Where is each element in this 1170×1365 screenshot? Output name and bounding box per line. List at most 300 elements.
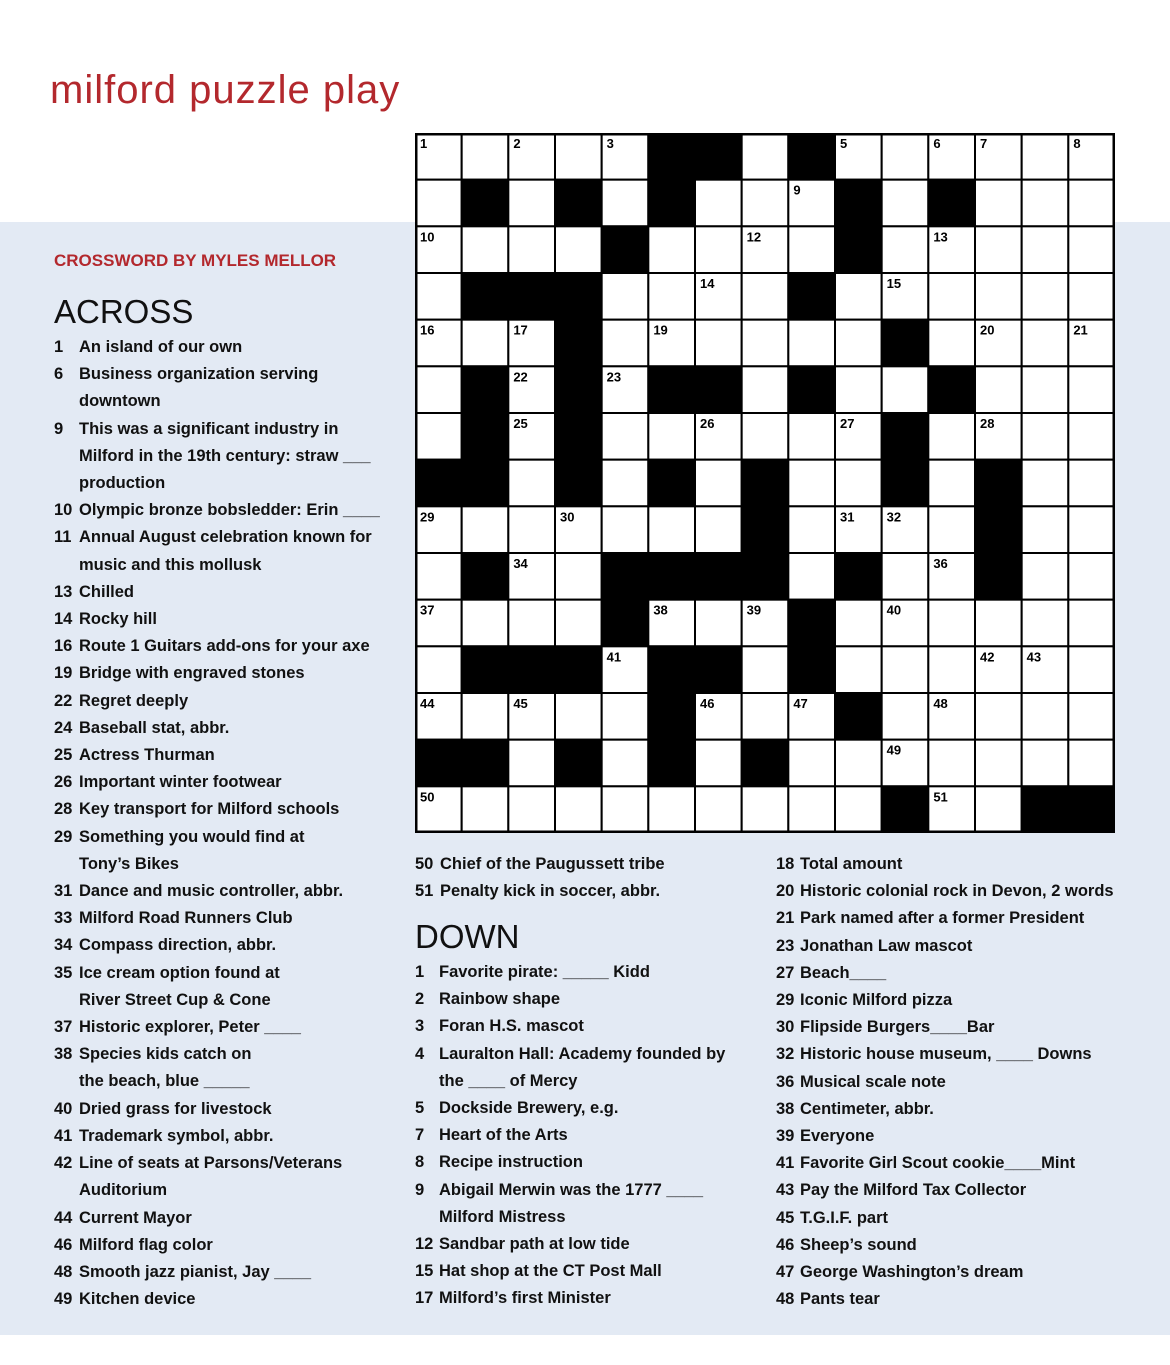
- grid-cell[interactable]: [975, 180, 1022, 227]
- grid-cell[interactable]: [975, 786, 1022, 833]
- down-clue-18: [776, 851, 1116, 878]
- clue-number: 24: [54, 718, 73, 737]
- grid-cell[interactable]: [788, 553, 835, 600]
- grid-cell[interactable]: [602, 320, 649, 367]
- grid-cell[interactable]: [1068, 553, 1115, 600]
- grid-cell[interactable]: [415, 366, 462, 413]
- black-square: [742, 506, 789, 553]
- black-square: [928, 180, 975, 227]
- down-clue-2: [415, 986, 755, 1013]
- grid-cell[interactable]: [835, 646, 882, 693]
- grid-cell[interactable]: [1022, 413, 1069, 460]
- grid-cell[interactable]: [555, 693, 602, 740]
- clue-number: 20: [776, 882, 795, 901]
- across-clue-42: [54, 1150, 384, 1204]
- across-clue-40: [54, 1096, 384, 1123]
- grid-cell[interactable]: [742, 366, 789, 413]
- grid-cell[interactable]: [882, 180, 929, 227]
- grid-cell[interactable]: [508, 226, 555, 273]
- grid-cell[interactable]: [695, 740, 742, 787]
- across-clue-51: [415, 878, 755, 905]
- grid-cell[interactable]: [928, 413, 975, 460]
- grid-cell[interactable]: [462, 693, 509, 740]
- across-clue-49: [54, 1286, 384, 1313]
- grid-cell[interactable]: [975, 600, 1022, 647]
- grid-cell[interactable]: [835, 273, 882, 320]
- down-clue-48: [776, 1286, 1116, 1313]
- clue-text: Annual August celebration known for music and this mollusk: [79, 528, 372, 574]
- grid-cell[interactable]: [835, 320, 882, 367]
- across-clue-11: [54, 524, 384, 578]
- grid-cell[interactable]: [1022, 133, 1069, 180]
- grid-cell[interactable]: [415, 413, 462, 460]
- clue-text: Park named after a former President: [800, 909, 1085, 928]
- down-clue-17: [415, 1285, 755, 1312]
- across-clues-column-1: [54, 334, 384, 1313]
- clue-text: T.G.I.F. part: [800, 1208, 889, 1227]
- clue-text: Lauralton Hall: Academy founded by the ____ of Mercy: [439, 1044, 726, 1090]
- grid-cell[interactable]: [882, 366, 929, 413]
- cell-number: 24: [700, 369, 715, 385]
- across-clues-column-2: [415, 851, 755, 905]
- across-clue-41: [54, 1123, 384, 1150]
- grid-cell[interactable]: [788, 506, 835, 553]
- black-square: [462, 413, 509, 460]
- clue-text: Pay the Milford Tax Collector: [800, 1181, 1027, 1200]
- black-square: [695, 553, 742, 600]
- grid-cell[interactable]: [1022, 320, 1069, 367]
- grid-cell[interactable]: [695, 226, 742, 273]
- clue-text: Dried grass for livestock: [79, 1099, 272, 1118]
- grid-cell[interactable]: [555, 553, 602, 600]
- clue-text: Bridge with engraved stones: [79, 664, 305, 683]
- grid-cell[interactable]: [555, 786, 602, 833]
- grid-cell[interactable]: [975, 226, 1022, 273]
- grid-cell[interactable]: [695, 506, 742, 553]
- grid-cell[interactable]: [508, 786, 555, 833]
- grid-cell[interactable]: [602, 273, 649, 320]
- grid-cell[interactable]: [1068, 413, 1115, 460]
- grid-cell[interactable]: [928, 320, 975, 367]
- grid-cell[interactable]: [1022, 600, 1069, 647]
- grid-cell[interactable]: [1022, 366, 1069, 413]
- clue-number: 40: [54, 1099, 73, 1118]
- grid-cell[interactable]: [508, 740, 555, 787]
- down-clue-46: [776, 1232, 1116, 1259]
- down-clue-45: [776, 1205, 1116, 1232]
- across-clue-26: [54, 769, 384, 796]
- cell-number: 50: [420, 789, 435, 805]
- clue-number: 34: [54, 936, 73, 955]
- grid-cell[interactable]: [835, 366, 882, 413]
- clue-number: 9: [415, 1180, 425, 1199]
- grid-cell[interactable]: [1022, 273, 1069, 320]
- grid-cell[interactable]: [742, 320, 789, 367]
- black-square: [1022, 786, 1069, 833]
- down-heading: DOWN: [415, 918, 520, 955]
- cell-number: 40: [886, 602, 902, 618]
- clue-number: 4: [415, 1044, 425, 1063]
- grid-cell[interactable]: [788, 226, 835, 273]
- black-square: [555, 180, 602, 227]
- cell-number: 1: [420, 136, 428, 151]
- clue-text: Dance and music controller, abbr.: [79, 882, 344, 901]
- black-square: [788, 646, 835, 693]
- clue-text: Beach____: [800, 963, 887, 982]
- grid-cell[interactable]: [555, 226, 602, 273]
- grid-cell[interactable]: [835, 600, 882, 647]
- clue-number: 8: [415, 1153, 425, 1172]
- down-clue-38: [776, 1096, 1116, 1123]
- grid-cell[interactable]: [1068, 460, 1115, 507]
- black-square: [415, 460, 462, 507]
- clue-number: 13: [54, 582, 73, 601]
- grid-cell[interactable]: [928, 273, 975, 320]
- across-clue-50: [415, 851, 755, 878]
- down-clue-29: [776, 987, 1116, 1014]
- grid-cell[interactable]: [1068, 693, 1115, 740]
- cell-number: 44: [420, 696, 435, 711]
- clue-text: Favorite Girl Scout cookie____Mint: [800, 1154, 1076, 1173]
- cell-number: 28: [980, 416, 995, 431]
- across-clue-28: [54, 796, 384, 823]
- clue-number: 35: [54, 963, 73, 982]
- black-square: [975, 460, 1022, 507]
- grid-cell[interactable]: [742, 133, 789, 180]
- clue-text: Historic house museum, ____ Downs: [800, 1045, 1092, 1064]
- cell-number: 42: [980, 649, 995, 665]
- grid-cell[interactable]: [742, 786, 789, 833]
- clue-text: Species kids catch on the beach, blue _____: [79, 1045, 252, 1091]
- black-square: [648, 366, 695, 413]
- grid-cell[interactable]: [928, 740, 975, 787]
- grid-cell[interactable]: [882, 646, 929, 693]
- grid-cell[interactable]: [1068, 506, 1115, 553]
- black-square: [462, 646, 509, 693]
- clue-text: Flipside Burgers____Bar: [800, 1018, 995, 1037]
- grid-cell[interactable]: [648, 273, 695, 320]
- black-square: [462, 740, 509, 787]
- black-square: [928, 366, 975, 413]
- clue-number: 45: [776, 1208, 795, 1227]
- grid-cell[interactable]: [415, 180, 462, 227]
- across-clue-22: [54, 688, 384, 715]
- clue-number: 30: [776, 1018, 795, 1037]
- grid-cell[interactable]: [742, 180, 789, 227]
- grid-cell[interactable]: [928, 600, 975, 647]
- grid-cell[interactable]: [508, 460, 555, 507]
- cell-number: 30: [560, 509, 575, 525]
- grid-cell[interactable]: [695, 180, 742, 227]
- grid-cell[interactable]: [555, 133, 602, 180]
- black-square: [555, 413, 602, 460]
- cell-number: 9: [793, 182, 801, 198]
- grid-cell[interactable]: [742, 693, 789, 740]
- clue-text: Chief of the Paugussett tribe: [440, 855, 665, 873]
- black-square: [835, 226, 882, 273]
- clue-number: 48: [54, 1262, 73, 1281]
- grid-cell[interactable]: [508, 506, 555, 553]
- clue-text: Penalty kick in soccer, abbr.: [440, 882, 661, 901]
- black-square: [1068, 786, 1115, 833]
- clue-number: 9: [54, 419, 64, 438]
- grid-cell[interactable]: [462, 600, 509, 647]
- cell-number: 6: [933, 136, 941, 151]
- grid-cell[interactable]: [695, 786, 742, 833]
- down-clue-30: [776, 1014, 1116, 1041]
- grid-cell[interactable]: [602, 693, 649, 740]
- cell-number: 35: [840, 556, 855, 571]
- grid-cell[interactable]: [1022, 506, 1069, 553]
- clue-text: Dockside Brewery, e.g.: [439, 1099, 619, 1118]
- clue-number: 17: [415, 1289, 434, 1308]
- across-clue-16: [54, 633, 384, 660]
- cell-number: 29: [420, 509, 435, 525]
- black-square: [462, 180, 509, 227]
- grid-cell[interactable]: [1068, 226, 1115, 273]
- cell-number: 14: [700, 276, 715, 291]
- clue-number: 51: [415, 882, 434, 901]
- clue-number: 29: [54, 827, 73, 846]
- grid-cell[interactable]: [1022, 693, 1069, 740]
- grid-cell[interactable]: [462, 506, 509, 553]
- across-clue-24: [54, 715, 384, 742]
- clue-number: 22: [54, 691, 73, 710]
- black-square: [415, 740, 462, 787]
- grid-cell[interactable]: [975, 366, 1022, 413]
- clue-text: Sheep’s sound: [800, 1235, 917, 1254]
- grid-cell[interactable]: [695, 460, 742, 507]
- grid-cell[interactable]: [508, 180, 555, 227]
- across-clue-10: [54, 497, 384, 524]
- clue-number: 42: [54, 1154, 73, 1173]
- black-square: [882, 413, 929, 460]
- clue-number: 33: [54, 909, 73, 928]
- grid-cell[interactable]: [1068, 273, 1115, 320]
- clue-text: Key transport for Milford schools: [79, 800, 340, 819]
- grid-cell[interactable]: [602, 506, 649, 553]
- grid-cell[interactable]: [928, 506, 975, 553]
- down-clue-27: [776, 960, 1116, 987]
- clue-number: 1: [415, 963, 425, 981]
- grid-cell[interactable]: [882, 693, 929, 740]
- across-clue-14: [54, 606, 384, 633]
- clue-number: 15: [415, 1262, 434, 1281]
- grid-cell[interactable]: [742, 646, 789, 693]
- clue-number: 44: [54, 1208, 73, 1227]
- grid-cell[interactable]: [1068, 180, 1115, 227]
- grid-cell[interactable]: [648, 506, 695, 553]
- grid-cell[interactable]: [462, 786, 509, 833]
- across-clue-1: [54, 334, 384, 361]
- grid-cell[interactable]: [788, 413, 835, 460]
- black-square: [648, 460, 695, 507]
- black-square: [462, 366, 509, 413]
- grid-cell[interactable]: [1068, 646, 1115, 693]
- grid-cell[interactable]: [742, 273, 789, 320]
- crossword-grid[interactable]: [415, 133, 1115, 833]
- grid-cell[interactable]: [602, 740, 649, 787]
- black-square: [882, 786, 929, 833]
- grid-cell[interactable]: [602, 786, 649, 833]
- across-clue-33: [54, 905, 384, 932]
- clue-number: 14: [54, 610, 73, 629]
- black-square: [788, 600, 835, 647]
- across-clue-25: [54, 742, 384, 769]
- clue-number: 39: [776, 1127, 795, 1146]
- clue-text: Rocky hill: [79, 610, 157, 629]
- across-clue-31: [54, 878, 384, 905]
- grid-cell[interactable]: [602, 460, 649, 507]
- across-clue-48: [54, 1259, 384, 1286]
- cell-number: 31: [840, 509, 855, 525]
- black-square: [555, 460, 602, 507]
- grid-cell[interactable]: [928, 460, 975, 507]
- grid-cell[interactable]: [415, 273, 462, 320]
- grid-cell[interactable]: [695, 320, 742, 367]
- grid-cell[interactable]: [1022, 180, 1069, 227]
- cell-number: 39: [746, 602, 762, 618]
- clue-number: 16: [54, 637, 73, 656]
- cell-number: 10: [420, 229, 435, 245]
- clue-number: 43: [776, 1181, 795, 1200]
- grid-cell[interactable]: [975, 740, 1022, 787]
- clue-number: 18: [776, 855, 795, 873]
- clue-text: Abigail Merwin was the 1777 ____ Milford Mistress: [439, 1180, 704, 1226]
- cell-number: 3: [606, 136, 614, 151]
- grid-cell[interactable]: [788, 460, 835, 507]
- clue-text: Regret deeply: [79, 691, 189, 710]
- down-clues-column-1: [415, 959, 755, 1313]
- grid-cell[interactable]: [695, 600, 742, 647]
- black-square: [602, 553, 649, 600]
- cell-number: 37: [420, 602, 435, 618]
- black-square: [648, 133, 695, 180]
- clue-number: 31: [54, 882, 73, 901]
- clue-number: 21: [776, 909, 795, 928]
- clue-text: Rainbow shape: [439, 990, 561, 1009]
- cell-number: 48: [933, 696, 948, 711]
- clue-number: 25: [54, 746, 73, 765]
- down-clue-36: [776, 1069, 1116, 1096]
- grid-cell[interactable]: [882, 553, 929, 600]
- clue-number: 49: [54, 1290, 73, 1309]
- grid-cell[interactable]: [1022, 460, 1069, 507]
- grid-cell[interactable]: [462, 226, 509, 273]
- grid-cell[interactable]: [788, 740, 835, 787]
- black-square: [788, 273, 835, 320]
- clue-text: Milford flag color: [79, 1235, 213, 1254]
- grid-cell[interactable]: [648, 413, 695, 460]
- clue-text: Jonathan Law mascot: [800, 936, 973, 955]
- down-clue-12: [415, 1231, 755, 1258]
- grid-cell[interactable]: [975, 273, 1022, 320]
- clue-number: 32: [776, 1045, 795, 1064]
- grid-cell[interactable]: [1068, 740, 1115, 787]
- clue-number: 5: [415, 1099, 425, 1118]
- black-square: [462, 273, 509, 320]
- clue-number: 36: [776, 1072, 795, 1091]
- down-clue-4: [415, 1041, 755, 1095]
- down-clue-21: [776, 905, 1116, 932]
- clue-text: Olympic bronze bobsledder: Erin ____: [79, 501, 380, 520]
- across-clue-29: [54, 824, 384, 878]
- grid-cell[interactable]: [602, 180, 649, 227]
- across-clue-6: [54, 361, 384, 415]
- down-clue-5: [415, 1095, 755, 1122]
- black-square: [555, 740, 602, 787]
- clue-number: 23: [776, 936, 795, 955]
- clue-number: 41: [54, 1126, 73, 1145]
- grid-cell[interactable]: [1022, 740, 1069, 787]
- cell-number: 36: [933, 556, 948, 571]
- grid-cell[interactable]: [1068, 366, 1115, 413]
- grid-cell[interactable]: [788, 786, 835, 833]
- grid-cell[interactable]: [462, 320, 509, 367]
- grid-cell[interactable]: [835, 460, 882, 507]
- across-heading: ACROSS: [54, 293, 194, 330]
- grid-cell[interactable]: [508, 600, 555, 647]
- grid-cell[interactable]: [555, 600, 602, 647]
- cell-number: 23: [606, 369, 622, 385]
- across-clue-38: [54, 1041, 384, 1095]
- clue-number: 12: [415, 1235, 434, 1254]
- clue-number: 7: [415, 1126, 425, 1145]
- grid-cell[interactable]: [975, 693, 1022, 740]
- clue-number: 48: [776, 1290, 795, 1309]
- clue-number: 38: [776, 1099, 795, 1118]
- clue-number: 6: [54, 365, 64, 384]
- grid-cell[interactable]: [928, 646, 975, 693]
- grid-cell[interactable]: [648, 226, 695, 273]
- grid-cell[interactable]: [415, 646, 462, 693]
- cell-number: 25: [513, 416, 528, 431]
- cell-number: 47: [793, 696, 808, 711]
- black-square: [648, 693, 695, 740]
- clue-number: 28: [54, 800, 73, 819]
- grid-cell[interactable]: [788, 320, 835, 367]
- crossword-byline: CROSSWORD BY MYLES MELLOR: [54, 251, 337, 270]
- black-square: [508, 646, 555, 693]
- clue-text: Route 1 Guitars add-ons for your axe: [79, 637, 370, 656]
- clue-number: 29: [776, 991, 795, 1010]
- grid-cell[interactable]: [602, 413, 649, 460]
- grid-cell[interactable]: [742, 413, 789, 460]
- cell-number: 27: [840, 416, 855, 431]
- grid-cell[interactable]: [835, 740, 882, 787]
- across-clue-19: [54, 660, 384, 687]
- cell-number: 51: [933, 789, 948, 805]
- clue-text: Hat shop at the CT Post Mall: [439, 1262, 662, 1281]
- grid-cell[interactable]: [462, 133, 509, 180]
- down-clue-9: [415, 1177, 755, 1231]
- grid-cell[interactable]: [1022, 226, 1069, 273]
- clue-text: Total amount: [800, 855, 903, 873]
- cell-number: 38: [653, 602, 668, 618]
- cell-number: 8: [1073, 136, 1081, 151]
- down-clue-23: [776, 933, 1116, 960]
- grid-cell[interactable]: [1022, 553, 1069, 600]
- grid-cell[interactable]: [882, 133, 929, 180]
- cell-number: 21: [1073, 322, 1088, 338]
- black-square: [602, 600, 649, 647]
- grid-cell[interactable]: [882, 226, 929, 273]
- grid-cell[interactable]: [648, 786, 695, 833]
- grid-cell[interactable]: [835, 786, 882, 833]
- grid-cell[interactable]: [1068, 600, 1115, 647]
- grid-cell[interactable]: [415, 553, 462, 600]
- cell-number: 15: [886, 276, 902, 291]
